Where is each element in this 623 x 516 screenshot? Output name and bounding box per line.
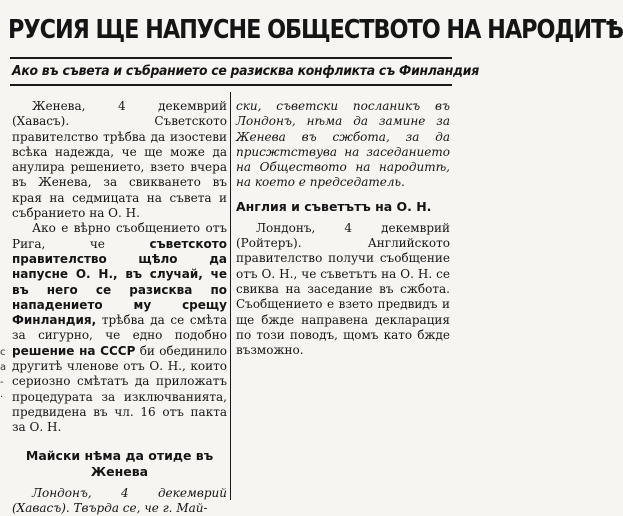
margin-mark: а [0,362,7,373]
margin-mark: с [0,347,6,358]
subheadline-rule [10,84,452,86]
article-paragraph: Лондонъ, 4 декемврий (Ройтеръ). Английското правителство получи съобщение отъ О. Н., че съветътъ на О. Н. се свиква на заседание въ сжбота. Съобщението е взето предвидъ и ще бжде направена декларация по този поводъ, щомъ като бжде възможно. [236,220,450,358]
margin-mark: · [0,392,4,403]
section-heading: Англия и съветътъ на О. Н. [236,198,432,214]
paragraph-text: трѣбва да се смѣта за сигурно, че едно подобно [12,313,227,343]
paragraph-text: би обединило другитѣ членове отъ О. Н., които сериозно смѣтатъ да приложатъ процедурата за изключванията, предвидена въ чл. 16 отъ пакта за О. Н. [12,343,227,435]
headline-rule [10,57,452,59]
headline: РУСИЯ ЩЕ НАПУСНЕ ОБЩЕСТВОТО НА НАРОДИТѢ [8,15,623,45]
article-paragraph: ски, съветски посланикъ въ Лондонъ, нѣма да замине за Женева въ сжбота, за да присжтствува на заседанието на Обществото на народитѣ, на което е председатель. [236,99,450,190]
margin-mark: - [0,377,4,388]
article-paragraph [12,99,227,221]
paragraph-text: Ако е вѣрно съобщението отъ Рига, че [12,221,227,251]
section-heading: Майски нѣма да отиде въ Женева [25,447,214,479]
right-column [236,99,450,358]
left-column [12,99,227,516]
dateline: Женева, 4 декемврий (Хавасъ). [12,99,227,129]
article-paragraph [12,221,227,435]
margin-marks [0,345,8,405]
article-paragraph: Лондонъ, 4 декемврий (Хавасъ). Твърда се, че г. Май- [12,485,227,515]
emphasis-text: съветското правителство щѣло да напусне О. Н., въ случай, че въ него се разисква по нападението му срещу Финландия, [12,236,227,328]
emphasis-text: решение на СССР [12,343,136,358]
column-divider [230,92,231,500]
paragraph-text: Съветското правителство трѣбва да изостеви всѣка надежда, че ще може да анулира решението, взето вчера въ Женева, за свикването въ края на седмицата на съвета и събранието на О. Н. [12,114,227,221]
subheadline: Ако въ съвета и събранието се разисква конфликта съ Финландия [12,63,479,79]
